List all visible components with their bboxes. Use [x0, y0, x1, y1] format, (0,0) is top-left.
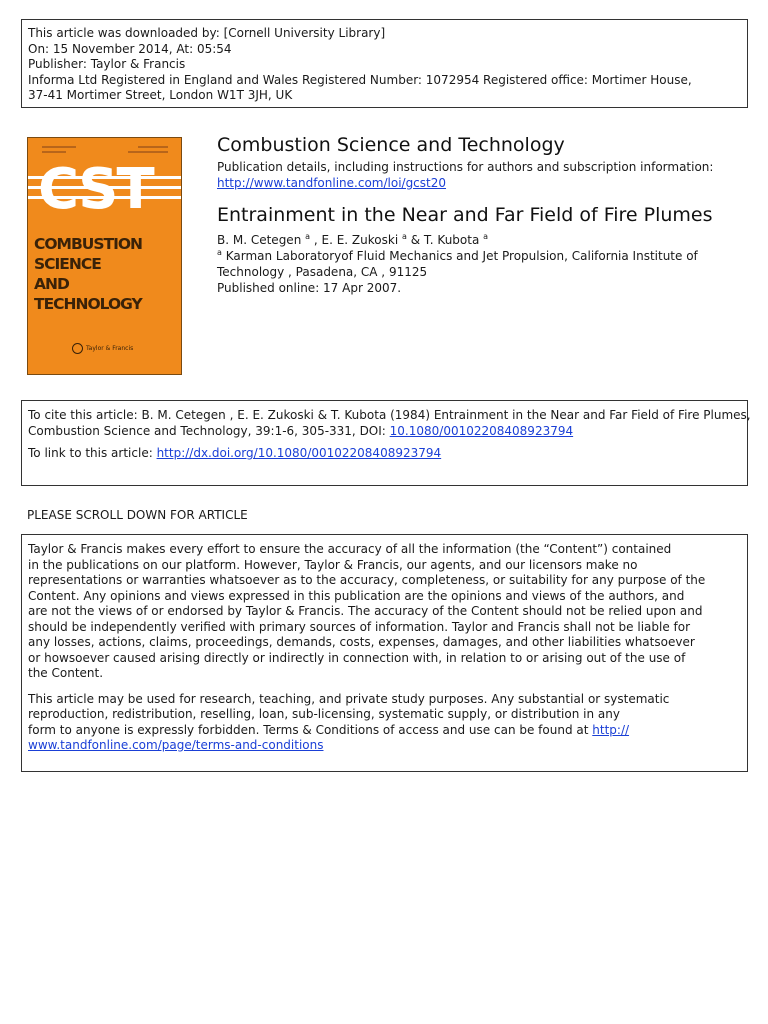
- journal-cover-image: [27, 137, 182, 375]
- scroll-notice: PLEASE SCROLL DOWN FOR ARTICLE: [27, 508, 248, 522]
- download-line: This article was downloaded by: [Cornell University Library]: [28, 26, 386, 40]
- disclaimer-line: representations or warranties whatsoever as to the accuracy, completeness, or suitability for any purpose of the: [28, 573, 706, 587]
- author-name[interactable]: B. M. Cetegen: [217, 233, 302, 247]
- journal-link[interactable]: http://www.tandfonline.com/loi/gcst20: [217, 175, 447, 190]
- citation-text: Combustion Science and Technology, 39:1-6, 305-331, DOI:: [28, 423, 390, 438]
- article-link-label: To link to this article:: [28, 446, 157, 460]
- disclaimer-line: [28, 723, 741, 739]
- author-list: [217, 232, 747, 248]
- terms-link[interactable]: www.tandfonline.com/page/terms-and-conditions: [28, 738, 324, 752]
- disclaimer-line: [28, 738, 741, 754]
- publisher-logo: [72, 343, 142, 355]
- download-info-box: [21, 19, 748, 108]
- author-separator: ,: [310, 233, 322, 247]
- disclaimer-line: should be independently verified with primary sources of information. Taylor and Francis shall not be liable for: [28, 619, 691, 634]
- author-affiliation-mark: a: [305, 232, 311, 241]
- journal-info: [217, 133, 747, 296]
- author-name[interactable]: E. E. Zukoski: [321, 233, 399, 247]
- download-line: Informa Ltd Registered in England and Wales Registered Number: 1072954 Registered office: Mortimer House,: [28, 72, 692, 87]
- author-affiliation-mark: a: [401, 232, 407, 241]
- article-link-row: [28, 446, 741, 462]
- journal-title: Combustion Science and Technology: [217, 134, 565, 156]
- citation-box: [21, 400, 751, 486]
- download-line: On: 15 November 2014, At: 05:54: [28, 41, 232, 56]
- disclaimer-line: Taylor & Francis makes every effort to ensure the accuracy of all the information (the “Content”) contained: [28, 542, 672, 556]
- affiliation: [217, 248, 747, 264]
- affiliation-line: Technology , Pasadena, CA , 91125: [217, 265, 428, 279]
- cover-title-line: COMBUSTION: [34, 235, 143, 253]
- download-line: 37-41 Mortimer Street, London W1T 3JH, UK: [28, 88, 293, 102]
- article-link[interactable]: http://dx.doi.org/10.1080/00102208408923794: [156, 446, 442, 460]
- publisher-logo-text: Taylor & Francis: [86, 345, 134, 352]
- author-separator: &: [406, 233, 424, 247]
- published-date: Published online: 17 Apr 2007.: [217, 281, 402, 295]
- download-line: Publisher: Taylor & Francis: [28, 57, 186, 71]
- disclaimer-line: Content. Any opinions and views expressed in this publication are the opinions and views of the authors, and: [28, 588, 685, 603]
- affiliation-line: Karman Laboratoryof Fluid Mechanics and Jet Propulsion, California Institute of: [221, 249, 698, 263]
- terms-link[interactable]: http://: [592, 722, 630, 737]
- doi-link[interactable]: 10.1080/00102208408923794: [389, 423, 574, 438]
- author-affiliation-mark: a: [483, 232, 489, 241]
- disclaimer-text: form to anyone is expressly forbidden. Terms & Conditions of access and use can be found at: [28, 722, 593, 737]
- disclaimer-line: any losses, actions, claims, proceedings, demands, costs, expenses, damages, and other liabilities whatsoever: [28, 635, 695, 649]
- disclaimer-paragraph: [28, 692, 741, 754]
- cover-title-line: TECHNOLOGY: [34, 295, 142, 313]
- disclaimer-line: or howsoever caused arising directly or indirectly in connection with, in relation to or arising out of the use of: [28, 650, 686, 665]
- cover-title: [34, 234, 182, 314]
- citation-line: [28, 424, 741, 440]
- cover-title-line: SCIENCE: [34, 255, 101, 273]
- cover-abbrev: CST: [38, 157, 153, 222]
- cover-title-line: AND: [34, 275, 69, 293]
- disclaimer-line: reproduction, redistribution, reselling, loan, sub-licensing, systematic supply, or distribution in any: [28, 707, 620, 721]
- disclaimer-line: in the publications on our platform. However, Taylor & Francis, our agents, and our licensors make no: [28, 557, 638, 572]
- disclaimer-paragraph: [28, 542, 741, 682]
- affiliation-mark: a: [217, 248, 222, 257]
- citation-line: To cite this article: B. M. Cetegen , E. E. Zukoski & T. Kubota (1984) Entrainment in the Near and Far Field of Fire Plumes,: [28, 408, 751, 422]
- disclaimer-box: [21, 534, 748, 772]
- article-title: Entrainment in the Near and Far Field of Fire Plumes: [217, 204, 713, 226]
- author-name[interactable]: T. Kubota: [423, 233, 480, 247]
- disclaimer-line: are not the views of or endorsed by Taylor & Francis. The accuracy of the Content should not be relied upon and: [28, 604, 703, 618]
- disclaimer-line: This article may be used for research, teaching, and private study purposes. Any substantial or systematic: [28, 691, 670, 706]
- publisher-logo-icon: [72, 343, 83, 354]
- disclaimer-line: the Content.: [28, 666, 104, 680]
- journal-details: Publication details, including instructions for authors and subscription information:: [217, 160, 714, 174]
